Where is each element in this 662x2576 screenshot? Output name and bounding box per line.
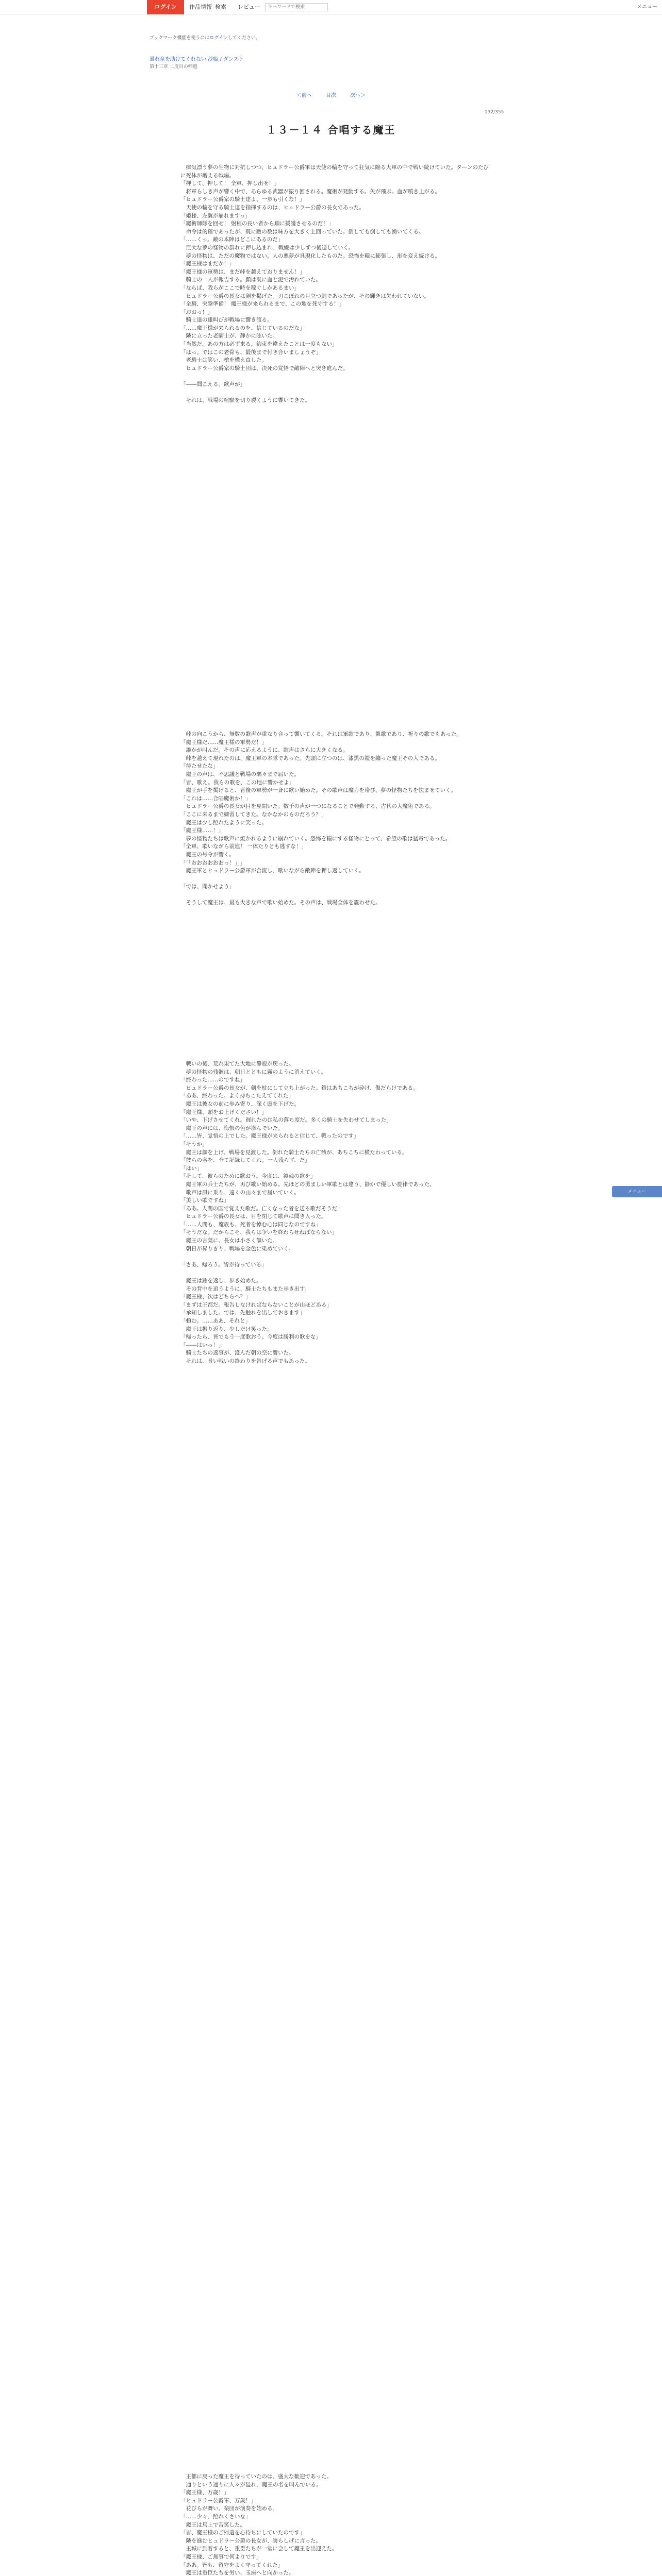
body-paragraph: 「魔王様はまだか！」 bbox=[180, 261, 235, 267]
body-paragraph: 「魔王様の軍勢は、まだ峠を越えておりません！」 bbox=[180, 268, 305, 275]
nav-review-link[interactable]: レビュー bbox=[238, 4, 260, 10]
body-paragraph: 瘴気漂う夢の生物に対抗しつつ、ヒュドラー公爵軍は天使の輪を守って狂気に陥る大軍の中で戦い続けていた。ターンのたびに死体が増える戦場。 bbox=[180, 164, 489, 179]
pager bbox=[0, 91, 662, 98]
body-paragraph: 誰かが叫んだ。その声に応えるように、歌声はさらに大きくなる。 bbox=[180, 747, 349, 754]
body-paragraph: 「さあ、帰ろう。皆が待っている」 bbox=[180, 1261, 267, 1268]
body-paragraph: 魔王の言葉に、長女は小さく頷いた。 bbox=[180, 1238, 278, 1244]
body-paragraph: 「頼む。……ああ、それと」 bbox=[180, 1318, 251, 1324]
body-paragraph: 「これは……合唱魔術か！」 bbox=[180, 795, 251, 802]
body-paragraph: 騎士の一人が報告する。顔は既に血と泥で汚れていた。 bbox=[180, 277, 321, 283]
body-paragraph: 魔王の声には、悔恨の色が滲んでいた。 bbox=[180, 1125, 284, 1131]
body-paragraph: 「そうか」 bbox=[180, 1141, 208, 1147]
body-paragraph: ヒュドラー公爵の長女が目を見開いた。数千の声が一つになることで発動する、古代の大魔術である。 bbox=[180, 803, 435, 810]
body-paragraph: 魔王は顔を上げ、戦場を見渡した。倒れた騎士たちの亡骸が、あちこちに横たわっている。 bbox=[180, 1149, 408, 1156]
body-paragraph: 「待たせたな」 bbox=[180, 763, 219, 770]
body-paragraph: 魔王が手を掲げると、背後の軍勢が一斉に歌い始めた。その歌声は魔力を帯び、夢の怪物たちを怯ませていく。 bbox=[180, 787, 456, 794]
body-paragraph: 「魔王様、ご無事で何よりです」 bbox=[180, 2553, 262, 2560]
page-count: 132/355 bbox=[485, 110, 504, 115]
body-paragraph: 命令は的確であったが、既に敵の数は味方を大きく上回っていた。倒しても倒しても湧いてくる。 bbox=[180, 228, 424, 235]
search-input[interactable] bbox=[265, 3, 328, 11]
body-paragraph: 「彼らの名を、全て記録してくれ。一人残らず、だ」 bbox=[180, 1157, 310, 1164]
body-paragraph: 魔王の声は、不思議と戦場の隅々まで届いた。 bbox=[180, 771, 300, 777]
body-paragraph: 将軍らしき声が響く中で、あらゆる武器が振り回される。魔術が発動する。矢が飛ぶ。血が噴き上がる。 bbox=[180, 188, 440, 195]
body-paragraph: 「帰ったら、皆でもう一度歌おう。今度は勝利の歌をな」 bbox=[180, 1334, 321, 1341]
body-paragraph: 「ヒュドラー公爵軍、万歳！」 bbox=[180, 2497, 256, 2504]
body-paragraph: 花びらが舞い、楽団が演奏を始める。 bbox=[180, 2505, 278, 2512]
body-paragraph: 「魔王様、万歳！」 bbox=[180, 2489, 229, 2496]
body-paragraph: 「全軍、歌いながら前進！ 一体たりとも逃すな！」 bbox=[180, 843, 307, 850]
body-paragraph: 「まずは王都だ。報告しなければならないことが山ほどある」 bbox=[180, 1301, 332, 1308]
body-paragraph: 騎士達の雄叫びが戦場に響き渡る。 bbox=[180, 317, 273, 324]
bookmark-notice bbox=[150, 34, 260, 41]
body-paragraph: そうして魔王は、最も大きな声で歌い始めた。その声は、戦場全体を震わせた。 bbox=[180, 900, 381, 906]
body-paragraph: 「当然だ。あの方は必ず来る。約束を違えたことは一度もない」 bbox=[180, 341, 338, 348]
body-paragraph: 「……くっ。敵の本陣はどこにあるのだ」 bbox=[180, 236, 284, 243]
body-paragraph: その背中を追うように、騎士たちもまた歩き出す。 bbox=[180, 1285, 310, 1292]
body-paragraph: 魔王軍の兵士たちが、再び歌い始める。先ほどの勇ましい軍歌とは違う、静かで優しい旋律であった。 bbox=[180, 1181, 435, 1188]
body-paragraph: 魔王は少し照れたように笑った。 bbox=[180, 819, 267, 826]
body-paragraph: 隣に立った老騎士が、静かに呟いた。 bbox=[180, 333, 278, 340]
body-block-1 bbox=[180, 164, 490, 405]
body-block-3 bbox=[180, 1060, 490, 1366]
body-paragraph: 戦いの後、荒れ果てた大地に静寂が戻った。 bbox=[180, 1061, 294, 1067]
body-paragraph: 「魔王様、頭をお上げください！」 bbox=[180, 1109, 267, 1115]
body-paragraph: 魔王は踵を返し、歩き始めた。 bbox=[180, 1278, 262, 1284]
body-paragraph bbox=[180, 372, 490, 381]
body-paragraph: 「皆、歌え。我らの歌を、この地に響かせよ」 bbox=[180, 779, 295, 786]
body-paragraph: 「押して、押して！ 全軍、押し出せ！」 bbox=[180, 180, 280, 187]
login-button[interactable]: ログイン bbox=[147, 0, 184, 14]
body-paragraph: 巨大な夢の怪物の群れに押し込まれ、戦線は少しずつ後退していく。 bbox=[180, 244, 354, 251]
body-paragraph: 「ああ、終わった。よく持ちこたえてくれた」 bbox=[180, 1093, 294, 1099]
body-paragraph bbox=[180, 389, 490, 397]
body-paragraph: 歌声は風に乗り、遠くの山々まで届いていく。 bbox=[180, 1189, 300, 1196]
body-paragraph: 王都に戻った魔王を待っていたのは、盛大な歓迎であった。 bbox=[180, 2473, 332, 2480]
body-paragraph: 「いや、下げさせてくれ。遅れたのは私の落ち度だ。多くの騎士を失わせてしまった」 bbox=[180, 1117, 392, 1124]
body-paragraph: 魔王軍とヒュドラー公爵軍が合流し、歌いながら敵陣を押し返していく。 bbox=[180, 868, 365, 874]
body-paragraph: 「「「おおおおおおっ！」」」 bbox=[180, 859, 245, 866]
body-paragraph bbox=[180, 1253, 490, 1261]
body-paragraph: 「はい」 bbox=[180, 1165, 202, 1172]
body-paragraph: 「はっ。ではこの老骨も、最後まで付き合いましょうぞ」 bbox=[180, 349, 321, 355]
body-paragraph: 魔王は彼女の前に歩み寄り、深く頭を下げた。 bbox=[180, 1100, 300, 1107]
next-page-link[interactable]: 次へ＞ bbox=[350, 93, 366, 98]
body-paragraph: 「――はいっ！」 bbox=[180, 1342, 224, 1348]
body-paragraph: 夢の怪物の残骸は、朝日とともに霧のように消えていく。 bbox=[180, 1069, 327, 1075]
side-feedback-tab[interactable]: メニュー bbox=[612, 1186, 662, 1197]
novel-title-link[interactable]: 暴れ竜を助けてくれない 沙姫 / ダンスト bbox=[150, 57, 244, 62]
body-paragraph: それは、長い戦いの終わりを告げる声でもあった。 bbox=[180, 1358, 310, 1364]
body-paragraph: 天使の輪を守る騎士達を指揮するのは、ヒュドラー公爵の長女であった。 bbox=[180, 204, 365, 211]
chapter-path: 第十三章 二度目の帰還 bbox=[150, 64, 197, 70]
body-paragraph: 「そして、彼らのために歌おう。今度は、鎮魂の歌を」 bbox=[180, 1173, 316, 1180]
body-paragraph: 峠の向こうから、無数の歌声が重なり合って響いてくる。それは軍歌であり、凱歌であり、祈りの歌でもあった。 bbox=[180, 731, 462, 737]
body-paragraph: 「美しい歌ですね」 bbox=[180, 1197, 229, 1204]
bookmark-notice-prefix: ブックマーク機能を使うには bbox=[150, 36, 210, 41]
body-paragraph: ヒュドラー公爵の長女が、剣を杖にして立ち上がった。鎧はあちこちが砕け、傷だらけである。 bbox=[180, 1084, 419, 1091]
body-paragraph: 「ここに来るまで練習してきた。なかなかのものだろう？」 bbox=[180, 811, 327, 818]
chapter-title: １３－１４ 合唱する魔王 bbox=[266, 124, 396, 136]
body-paragraph: 「……少々、照れくさいな」 bbox=[180, 2513, 251, 2520]
body-paragraph: 通りという通りに人々が溢れ、魔王の名を叫んでいる。 bbox=[180, 2481, 322, 2488]
body-paragraph: 「全騎、突撃準備！ 魔王様が来られるまで、この地を死守する！」 bbox=[180, 301, 345, 308]
body-paragraph bbox=[180, 1269, 490, 1277]
body-paragraph: 「魔王様、次はどちらへ？」 bbox=[180, 1294, 251, 1300]
body-paragraph: 「……皆、覚悟の上でした。魔王様が来られると信じて、戦ったのです」 bbox=[180, 1133, 359, 1140]
body-paragraph: 王城に到着すると、重臣たちが一堂に会して魔王を出迎えた。 bbox=[180, 2546, 338, 2552]
body-paragraph: 騎士たちの返事が、澄んだ朝の空に響いた。 bbox=[180, 1350, 294, 1357]
body-paragraph: 「姫様、左翼が崩れますっ」 bbox=[180, 212, 251, 219]
bookmark-login-link[interactable]: ログイン bbox=[209, 36, 228, 41]
body-paragraph: 「では、聞かせよう」 bbox=[180, 884, 235, 890]
nav-search-link[interactable]: 検索 bbox=[215, 4, 226, 10]
top-navigation-bar bbox=[0, 0, 662, 14]
body-paragraph: 夢の怪物は、ただの魔物ではない。人の悪夢が具現化したものだ。恐怖を糧に膨張し、形を変え続ける。 bbox=[180, 252, 440, 259]
bookmark-notice-suffix: してください。 bbox=[227, 36, 260, 41]
prev-page-link[interactable]: ＜前へ bbox=[296, 93, 312, 98]
body-block-2 bbox=[180, 731, 490, 907]
body-paragraph bbox=[180, 891, 490, 900]
body-paragraph: 峠を越えて現れたのは、魔王軍の本隊であった。先頭に立つのは、漆黒の鎧を纏った魔王その人である。 bbox=[180, 755, 440, 761]
toc-link[interactable]: 目次 bbox=[326, 93, 336, 98]
body-paragraph: 隣を進むヒュドラー公爵の長女が、誇らしげに言った。 bbox=[180, 2537, 321, 2544]
body-paragraph: 魔王は馬上で苦笑した。 bbox=[180, 2521, 245, 2528]
body-paragraph: 「ああ。人間の国で覚えた歌だ。亡くなった者を送る歌だそうだ」 bbox=[180, 1205, 343, 1212]
body-paragraph: 「ああ。皆も、留守をよく守ってくれた」 bbox=[180, 2562, 284, 2568]
body-paragraph: 夢の怪物たちは歌声に焼かれるように崩れていく。恐怖を糧にする怪物にとって、希望の歌は猛毒であった。 bbox=[180, 835, 451, 842]
body-paragraph: 「ヒュドラー公爵家の騎士達よ、一歩も引くな！」 bbox=[180, 196, 305, 203]
body-paragraph: 「皆、魔王様のご帰還を心待ちにしていたのです」 bbox=[180, 2530, 305, 2536]
body-paragraph: ヒュドラー公爵家の騎士団は、決死の覚悟で敵陣へと突き進んだ。 bbox=[180, 365, 349, 371]
body-paragraph: 魔王の号令が響く。 bbox=[180, 851, 235, 858]
body-paragraph: 「そうだな。だからこそ、我らは争いを終わらせねばならない」 bbox=[180, 1229, 337, 1236]
body-paragraph: 「終わった……のですね」 bbox=[180, 1077, 245, 1083]
body-paragraph: 魔王は振り返り、少しだけ笑った。 bbox=[180, 1326, 273, 1332]
body-paragraph: 「――聞こえる。歌声が」 bbox=[180, 381, 245, 388]
body-paragraph: それは、戦場の喧騒を切り裂くように響いてきた。 bbox=[180, 397, 310, 404]
body-block-4 bbox=[180, 2473, 490, 2576]
body-paragraph: 「魔王様……！」 bbox=[180, 827, 224, 834]
body-paragraph: 老騎士は笑い、槍を構え直した。 bbox=[180, 357, 267, 364]
body-paragraph: 「……人間も、魔族も、死者を悼む心は同じなのですね」 bbox=[180, 1221, 321, 1228]
body-paragraph: ヒュドラー公爵の長女は剣を掲げた。刃こぼれの目立つ剣であったが、その輝きは失われていない。 bbox=[180, 293, 429, 299]
body-paragraph: 「魔王様だ……魔王様の軍勢だ！」 bbox=[180, 739, 267, 745]
body-paragraph: 「……魔王様が来られるのを、信じているのだな」 bbox=[180, 325, 305, 331]
body-paragraph bbox=[180, 875, 490, 884]
body-paragraph: 「魔術師隊を回せ！ 射程の長い者から順に援護させるのだ！」 bbox=[180, 221, 334, 227]
body-paragraph: 魔王は重臣たちを労い、玉座へと向かった。 bbox=[180, 2570, 294, 2576]
menu-button[interactable]: メニュー bbox=[637, 4, 657, 10]
body-paragraph: 朝日が昇りきり、戦場を金色に染めていく。 bbox=[180, 1245, 294, 1252]
nav-works-link[interactable]: 作品情報 bbox=[189, 4, 212, 10]
body-paragraph: ヒュドラー公爵の長女は、目を閉じて歌声に聞き入った。 bbox=[180, 1213, 327, 1220]
body-paragraph: 「承知しました。では、先触れを出しておきます」 bbox=[180, 1310, 305, 1316]
body-paragraph: 「ならば、我らがここで時を稼ぐしかあるまい」 bbox=[180, 284, 300, 291]
body-paragraph: 「おおっ！」 bbox=[180, 309, 213, 315]
